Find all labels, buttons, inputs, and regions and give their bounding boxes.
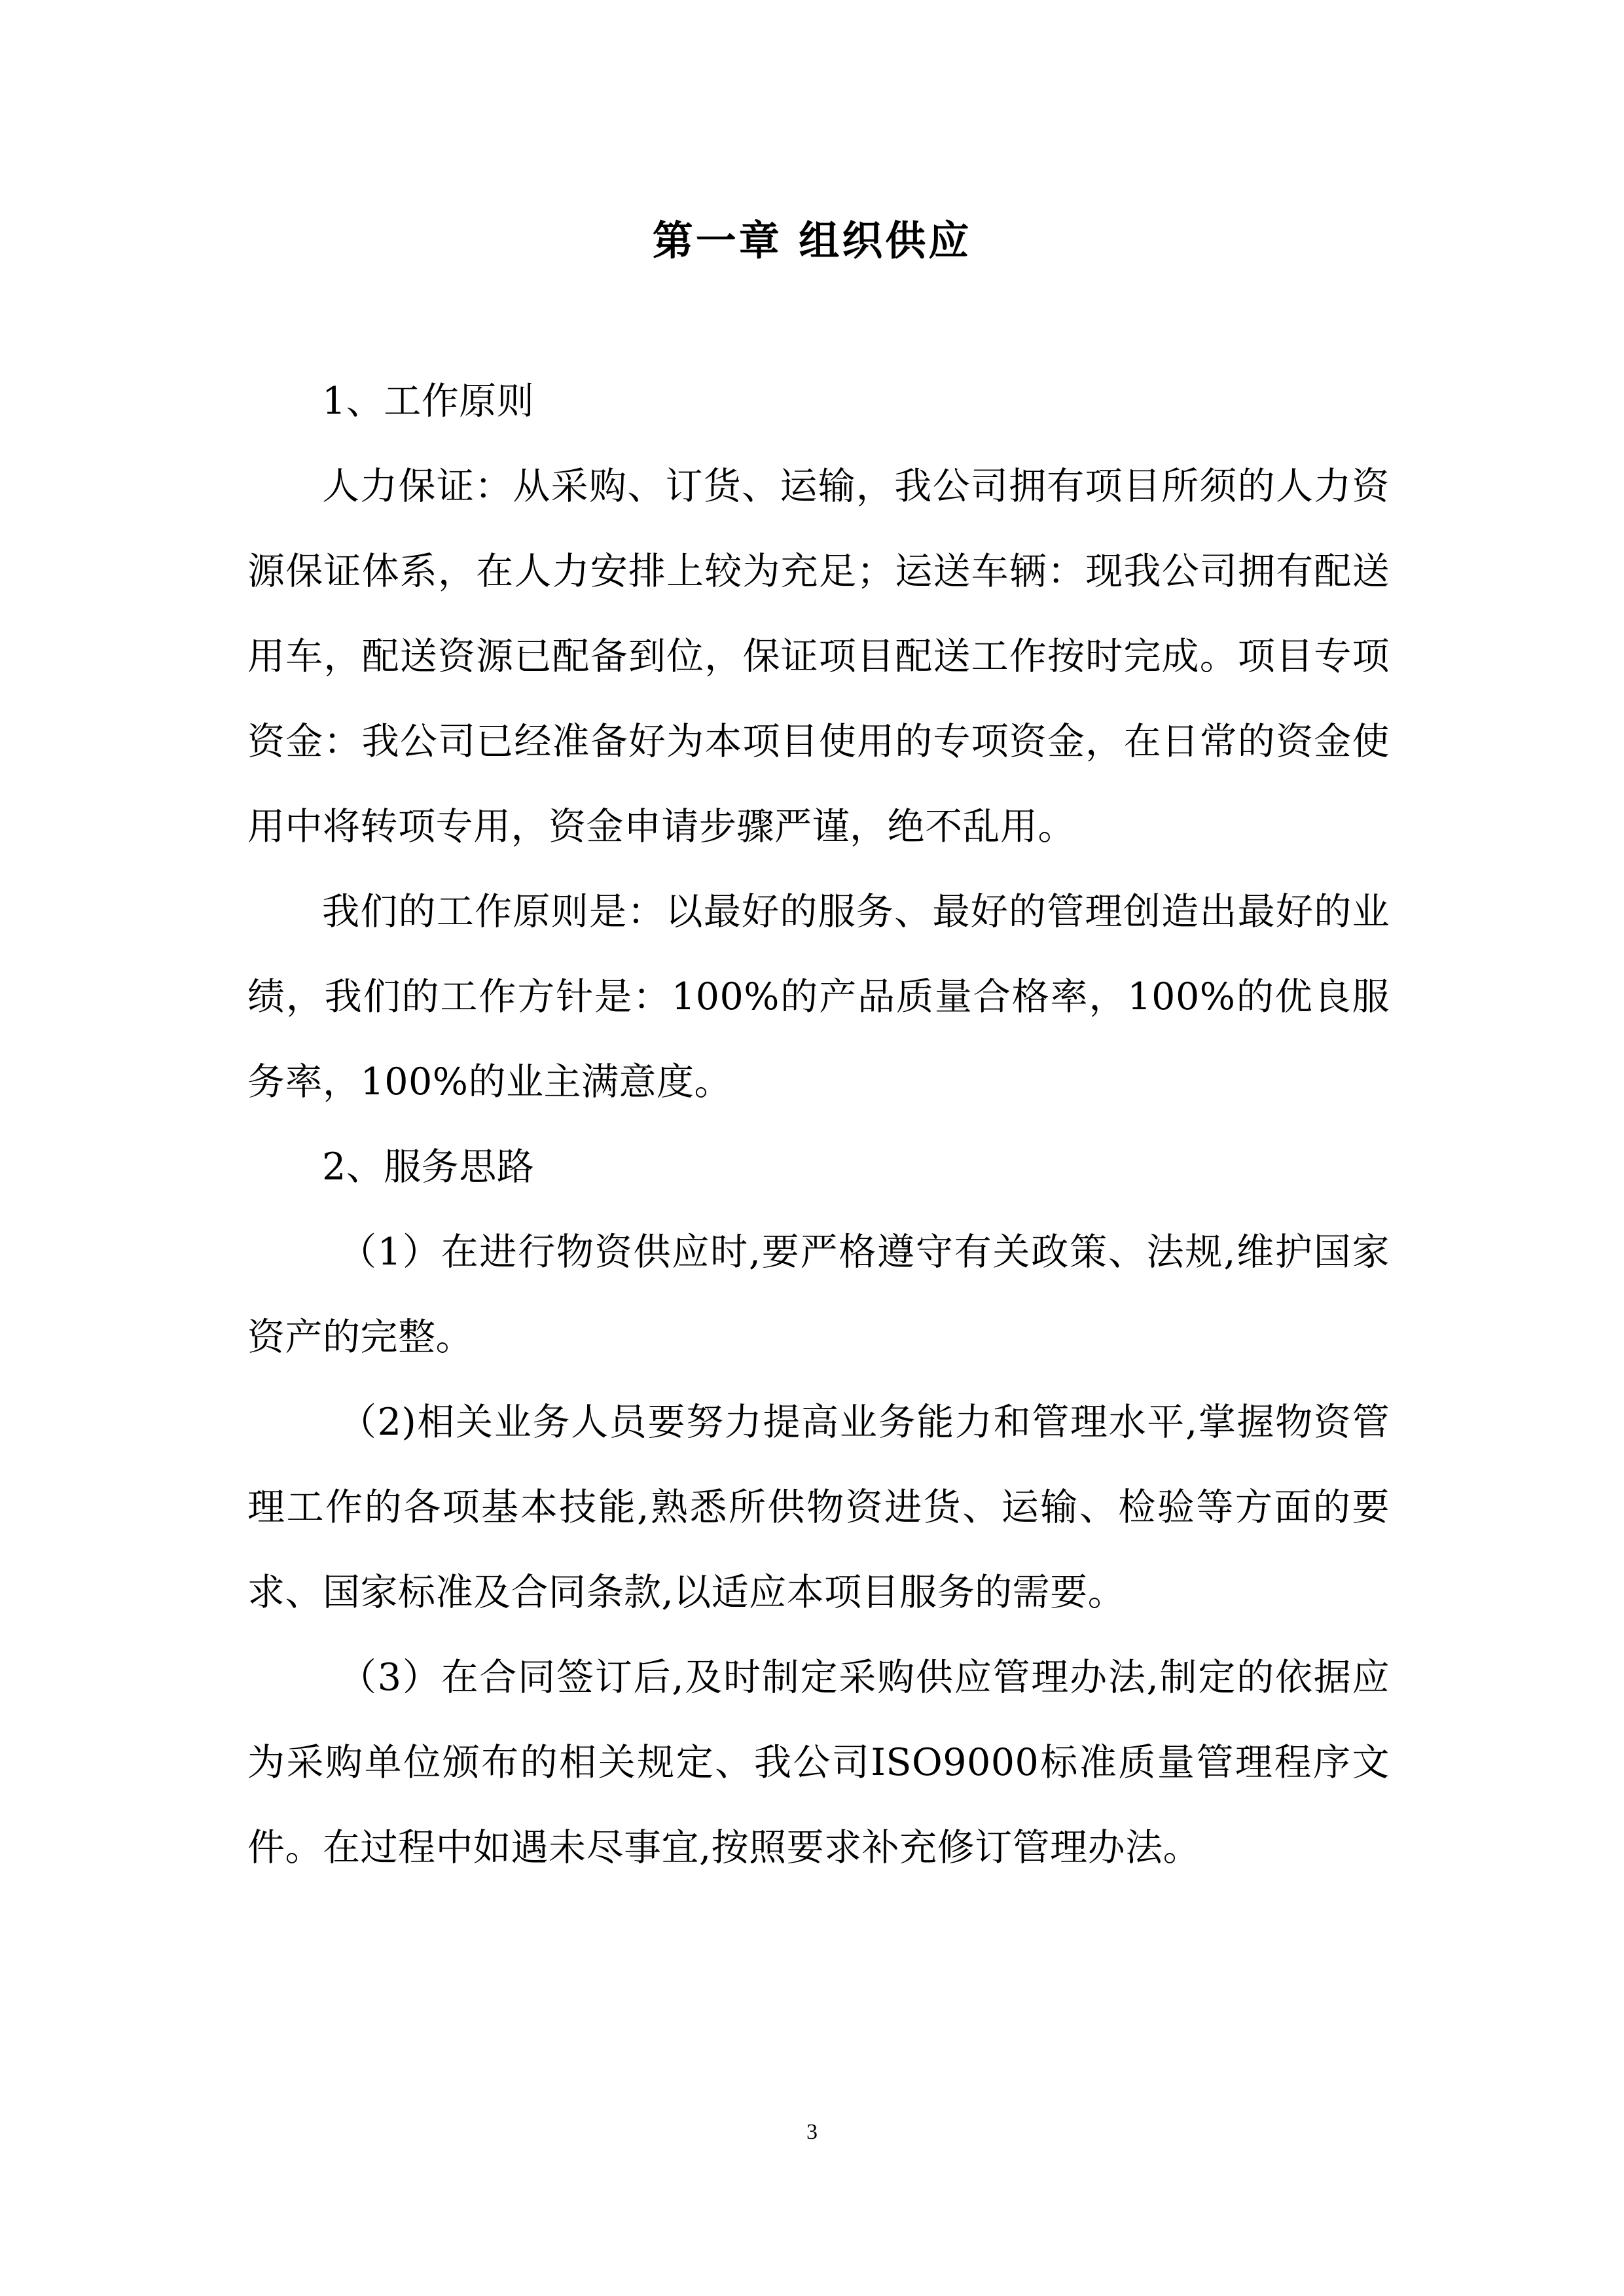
service-item-3: （3）在合同签订后,及时制定采购供应管理办法,制定的依据应为采购单位颁布的相关规定、我公司ISO9000标准质量管理程序文件。在过程中如遇未尽事宜,按照要求补充修订管理办法。 xyxy=(247,1656,1390,1869)
page-number: 3 xyxy=(806,2120,818,2144)
document-body xyxy=(247,359,1390,1890)
service-item-1: （1）在进行物资供应时,要严格遵守有关政策、法规,维护国家资产的完整。 xyxy=(247,1230,1390,1359)
service-item-2: （2)相关业务人员要努力提高业务能力和管理水平,掌握物资管理工作的各项基本技能,熟悉所供物资进货、运输、检验等方面的要求、国家标准及合同条款,以适应本项目服务的需要。 xyxy=(247,1401,1390,1614)
paragraph-human-resource-guarantee: 人力保证：从采购、订货、运输，我公司拥有项目所须的人力资源保证体系，在人力安排上较为充足；运送车辆：现我公司拥有配送用车，配送资源已配备到位，保证项目配送工作按时完成。项目专项资金：我公司已经准备好为本项目使用的专项资金，在日常的资金使用中将转项专用，资金申请步骤严谨，绝不乱用。 xyxy=(247,465,1390,848)
section-heading-service-approach: 2、服务思路 xyxy=(322,1145,535,1189)
section-heading-work-principles: 1、工作原则 xyxy=(322,380,535,423)
paragraph-work-principle-statement: 我们的工作原则是：以最好的服务、最好的管理创造出最好的业绩，我们的工作方针是：100%的产品质量合格率，100%的优良服务率，100%的业主满意度。 xyxy=(247,890,1390,1103)
chapter-title: 第一章 组织供应 xyxy=(652,217,972,264)
